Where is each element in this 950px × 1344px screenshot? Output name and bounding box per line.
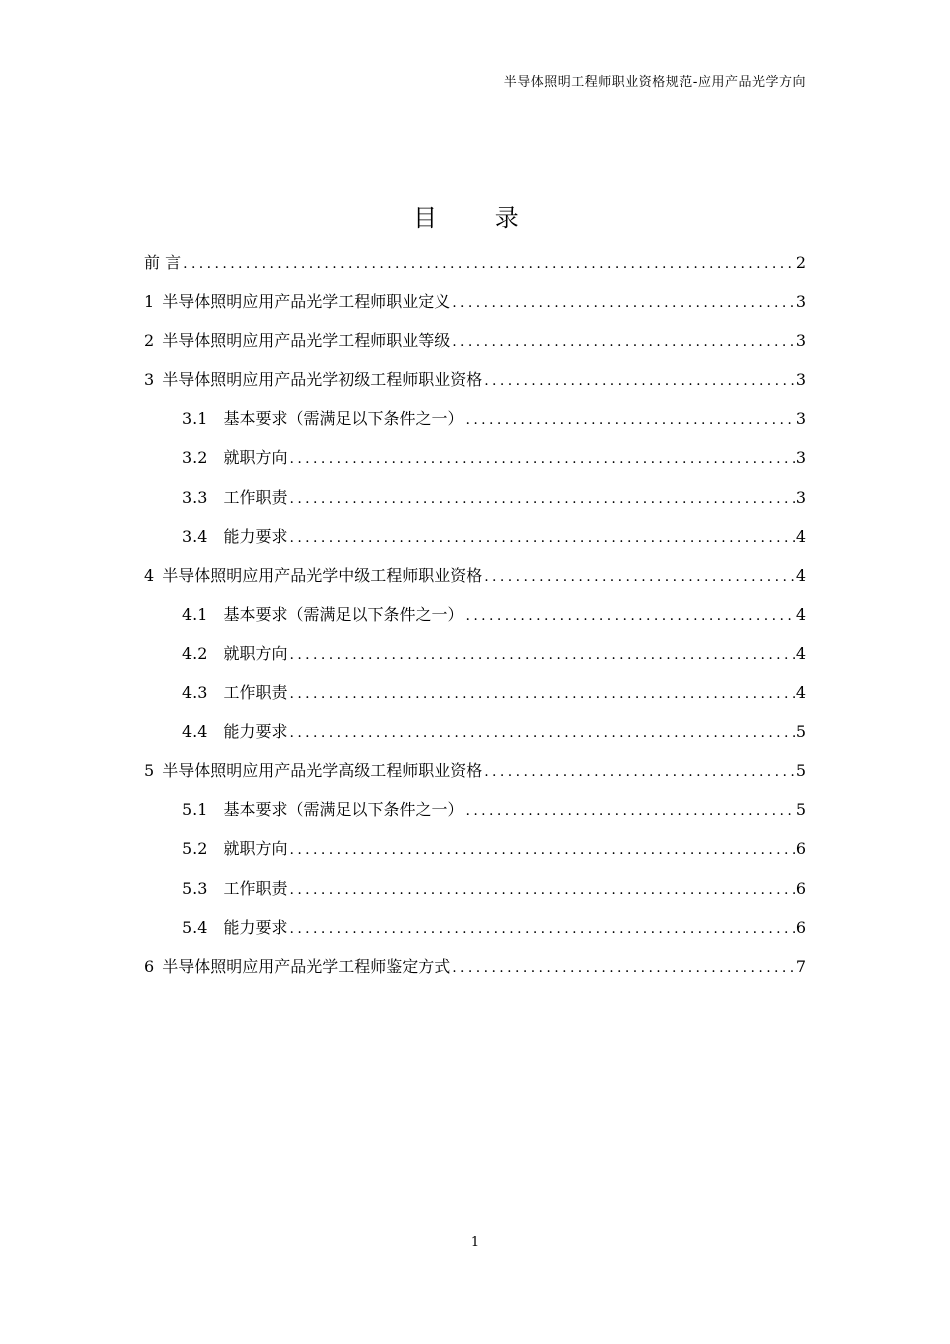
toc-dot-leader bbox=[289, 882, 795, 898]
toc-entry-page: 6 bbox=[795, 878, 806, 898]
toc-dot-leader bbox=[465, 803, 795, 819]
table-of-contents bbox=[144, 250, 806, 993]
toc-entry-label: 能力要求 bbox=[223, 722, 288, 742]
toc-entry[interactable] bbox=[144, 367, 806, 406]
toc-entry[interactable] bbox=[144, 485, 806, 524]
toc-dot-leader bbox=[289, 842, 795, 858]
toc-entry-label: 能力要求 bbox=[223, 526, 288, 546]
toc-entry-label: 半导体照明应用产品光学工程师职业定义 bbox=[162, 292, 451, 312]
toc-entry-label: 前 言 bbox=[144, 253, 182, 272]
toc-entry-page: 3 bbox=[795, 448, 806, 468]
toc-entry-label: 半导体照明应用产品光学初级工程师职业资格 bbox=[162, 370, 483, 390]
toc-dot-leader bbox=[484, 764, 796, 780]
toc-entry-label: 工作职责 bbox=[223, 878, 288, 898]
toc-dot-leader bbox=[452, 960, 796, 976]
toc-entry-number: 5.4 bbox=[182, 917, 208, 937]
toc-entry[interactable] bbox=[144, 524, 806, 563]
toc-entry[interactable] bbox=[144, 954, 806, 993]
toc-entry-page: 6 bbox=[795, 917, 806, 937]
toc-entry-number: 6 bbox=[144, 956, 155, 976]
toc-dot-leader bbox=[452, 295, 796, 311]
toc-entry-label: 半导体照明应用产品光学工程师职业等级 bbox=[162, 331, 451, 351]
toc-entry-page: 7 bbox=[795, 956, 806, 976]
toc-entry-number: 4 bbox=[144, 565, 155, 585]
toc-entry[interactable] bbox=[144, 758, 806, 797]
toc-entry-page: 5 bbox=[795, 761, 806, 781]
toc-dot-leader bbox=[484, 373, 796, 389]
toc-entry-label: 半导体照明应用产品光学高级工程师职业资格 bbox=[162, 761, 483, 781]
toc-dot-leader bbox=[183, 256, 796, 272]
toc-dot-leader bbox=[452, 334, 796, 350]
toc-entry[interactable] bbox=[144, 328, 806, 367]
toc-entry-number: 3 bbox=[144, 370, 155, 390]
toc-entry[interactable] bbox=[144, 641, 806, 680]
toc-entry-page: 4 bbox=[795, 643, 806, 663]
toc-entry-number: 3.1 bbox=[182, 409, 208, 429]
toc-entry[interactable] bbox=[144, 602, 806, 641]
toc-entry-number: 3.2 bbox=[182, 448, 208, 468]
toc-entry[interactable] bbox=[144, 836, 806, 875]
toc-entry-label: 半导体照明应用产品光学中级工程师职业资格 bbox=[162, 565, 483, 585]
toc-dot-leader bbox=[289, 451, 795, 467]
toc-entry-number: 3.3 bbox=[182, 487, 208, 507]
toc-entry-number: 5.1 bbox=[182, 800, 208, 820]
toc-entry[interactable] bbox=[144, 406, 806, 445]
toc-entry-page: 4 bbox=[795, 683, 806, 703]
toc-dot-leader bbox=[289, 921, 795, 937]
toc-entry-label: 就职方向 bbox=[223, 839, 288, 859]
toc-entry-label: 工作职责 bbox=[223, 683, 288, 703]
toc-entry-label: 基本要求（需满足以下条件之一） bbox=[223, 409, 464, 429]
toc-entry-number: 4.2 bbox=[182, 643, 208, 663]
toc-entry-page: 6 bbox=[795, 839, 806, 859]
toc-entry-number: 1 bbox=[144, 292, 155, 312]
toc-entry-page: 3 bbox=[795, 331, 806, 351]
toc-entry[interactable] bbox=[144, 445, 806, 484]
toc-entry[interactable] bbox=[144, 563, 806, 602]
toc-entry-number: 5.2 bbox=[182, 839, 208, 859]
toc-dot-leader bbox=[289, 725, 795, 741]
toc-entry-label: 就职方向 bbox=[223, 643, 288, 663]
toc-entry[interactable] bbox=[144, 680, 806, 719]
toc-entry[interactable] bbox=[144, 289, 806, 328]
toc-entry-number: 2 bbox=[144, 331, 155, 351]
toc-entry-page: 2 bbox=[795, 253, 806, 272]
toc-dot-leader bbox=[289, 647, 795, 663]
toc-entry-number: 5 bbox=[144, 761, 155, 781]
toc-entry-label: 工作职责 bbox=[223, 487, 288, 507]
toc-entry-label: 就职方向 bbox=[223, 448, 288, 468]
toc-entry-page: 4 bbox=[795, 565, 806, 585]
toc-entry-number: 3.4 bbox=[182, 526, 208, 546]
toc-entry-number: 5.3 bbox=[182, 878, 208, 898]
toc-entry-page: 3 bbox=[795, 292, 806, 312]
toc-entry-page: 3 bbox=[795, 487, 806, 507]
toc-entry-number: 4.3 bbox=[182, 683, 208, 703]
toc-entry-page: 5 bbox=[795, 800, 806, 820]
toc-dot-leader bbox=[465, 608, 795, 624]
toc-entry-page: 3 bbox=[795, 409, 806, 429]
toc-entry-label: 基本要求（需满足以下条件之一） bbox=[223, 604, 464, 624]
toc-entry-page: 4 bbox=[795, 526, 806, 546]
toc-entry-label: 半导体照明应用产品光学工程师鉴定方式 bbox=[162, 956, 451, 976]
toc-entry-page: 5 bbox=[795, 722, 806, 742]
running-header: 半导体照明工程师职业资格规范-应用产品光学方向 bbox=[503, 75, 806, 90]
toc-entry[interactable] bbox=[144, 876, 806, 915]
toc-entry-number: 4.1 bbox=[182, 604, 208, 624]
toc-entry-label: 基本要求（需满足以下条件之一） bbox=[223, 800, 464, 820]
toc-entry-page: 4 bbox=[795, 604, 806, 624]
toc-entry-number: 4.4 bbox=[182, 722, 208, 742]
toc-entry[interactable] bbox=[144, 915, 806, 954]
toc-entry-page: 3 bbox=[795, 370, 806, 390]
toc-entry[interactable] bbox=[144, 250, 806, 289]
toc-entry[interactable] bbox=[144, 719, 806, 758]
toc-dot-leader bbox=[289, 530, 795, 546]
toc-dot-leader bbox=[465, 412, 795, 428]
toc-dot-leader bbox=[484, 569, 796, 585]
toc-entry-label: 能力要求 bbox=[223, 917, 288, 937]
toc-dot-leader bbox=[289, 491, 795, 507]
page-number: 1 bbox=[470, 1235, 480, 1250]
toc-title: 目 录 bbox=[413, 204, 537, 232]
toc-entry[interactable] bbox=[144, 797, 806, 836]
toc-dot-leader bbox=[289, 686, 795, 702]
